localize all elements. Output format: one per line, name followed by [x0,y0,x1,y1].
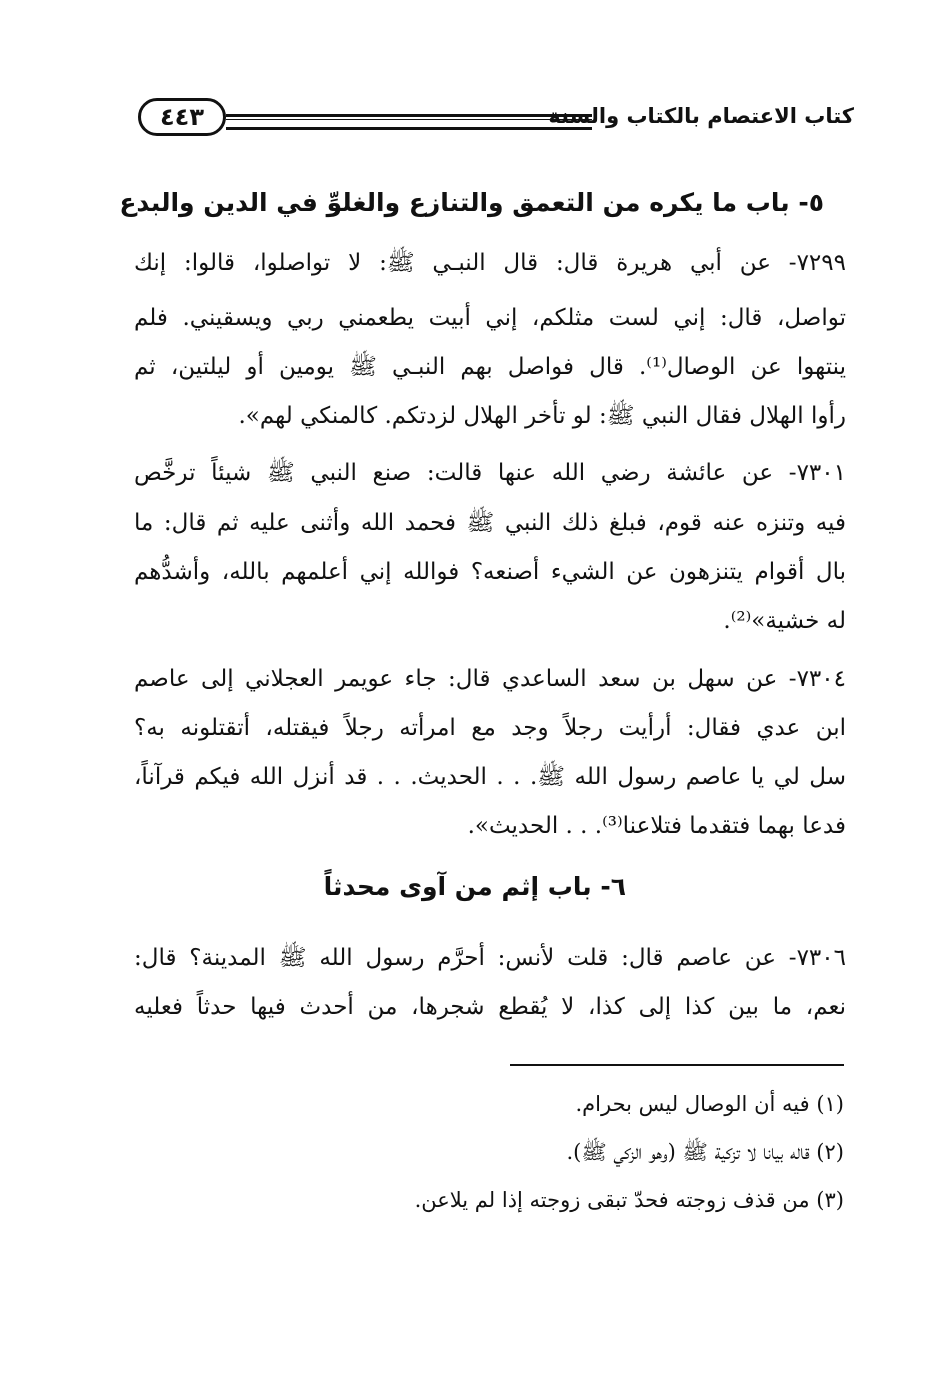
text-line: سل لي يا عاصم رسول الله ﷺ. . . الحديث. . . قد أنزل الله فيكم قرآناً، [134,764,846,790]
footnote: (٢) قاله بيانا لا تزكية ﷺ (وهو الزكي ﷺ). [566,1140,844,1164]
footnote: (١) فيه أن الوصال ليس بحرام. [575,1092,844,1116]
running-header [138,98,854,144]
page-number: ٤٤٣ [138,98,226,136]
footnote: (٣) من قذف زوجته فحدّ تبقى زوجته إذا لم يلاعن. [414,1188,844,1212]
text-line: نعم، ما بين كذا إلى كذا، لا يُقطع شجرها، من أحدث فيها حدثاً فعليه [134,994,846,1020]
text-line: ابن عدي فقال: أرأيت رجلاً وجد مع امرأته رجلاً فيقتله، أتقتلونه به؟ [134,715,846,741]
footnote-separator [510,1064,844,1066]
text-line: ينتهوا عن الوصال⁽¹⁾. قال فواصل بهم النبـي ﷺ يومين أو ليلتين، ثم [134,354,847,380]
text-line: له خشية»⁽²⁾. [723,608,846,634]
header-rule [226,114,592,130]
chapter-heading: ٥- باب ما يكره من التعمق والتنازع والغلوِّ في الدين والبدع [119,188,824,217]
text-line: ٧٢٩٩- عن أبي هريرة قال: قال النبـي ﷺ: لا تواصلوا، قالوا: إنك [134,250,846,276]
chapter-heading: ٦- باب إثم من آوى محدثاً [323,872,626,901]
text-line: ٧٣٠٤- عن سهل بن سعد الساعدي قال: جاء عويمر العجلاني إلى عاصم [134,666,846,692]
text-line: ٧٣٠٦- عن عاصم قال: قلت لأنس: أحرَّم رسول الله ﷺ المدينة؟ قال: [134,945,846,971]
text-line: رأوا الهلال فقال النبي ﷺ: لو تأخر الهلال لزدتكم. كالمنكي لهم». [238,403,846,429]
text-line: تواصل، قال: إني لست مثلكم، إني أبيت يطعمني ربي ويسقيني. فلم [134,305,846,331]
book-title: كتاب الاعتصام بالكتاب والسنة [548,104,854,128]
text-line: فدعا بهما فتقدما فتلاعنا⁽³⁾. . . الحديث». [467,813,846,839]
text-line: بال أقوام يتنزهون عن الشيء أصنعه؟ فوالله إني أعلمهم بالله، وأشدُّهم [134,559,846,585]
text-line: ٧٣٠١- عن عائشة رضي الله عنها قالت: صنع النبي ﷺ شيئاً ترخَّص [134,460,846,486]
text-line: فيه وتنزه عنه قوم، فبلغ ذلك النبي ﷺ فحمد الله وأثنى عليه ثم قال: ما [134,510,846,536]
